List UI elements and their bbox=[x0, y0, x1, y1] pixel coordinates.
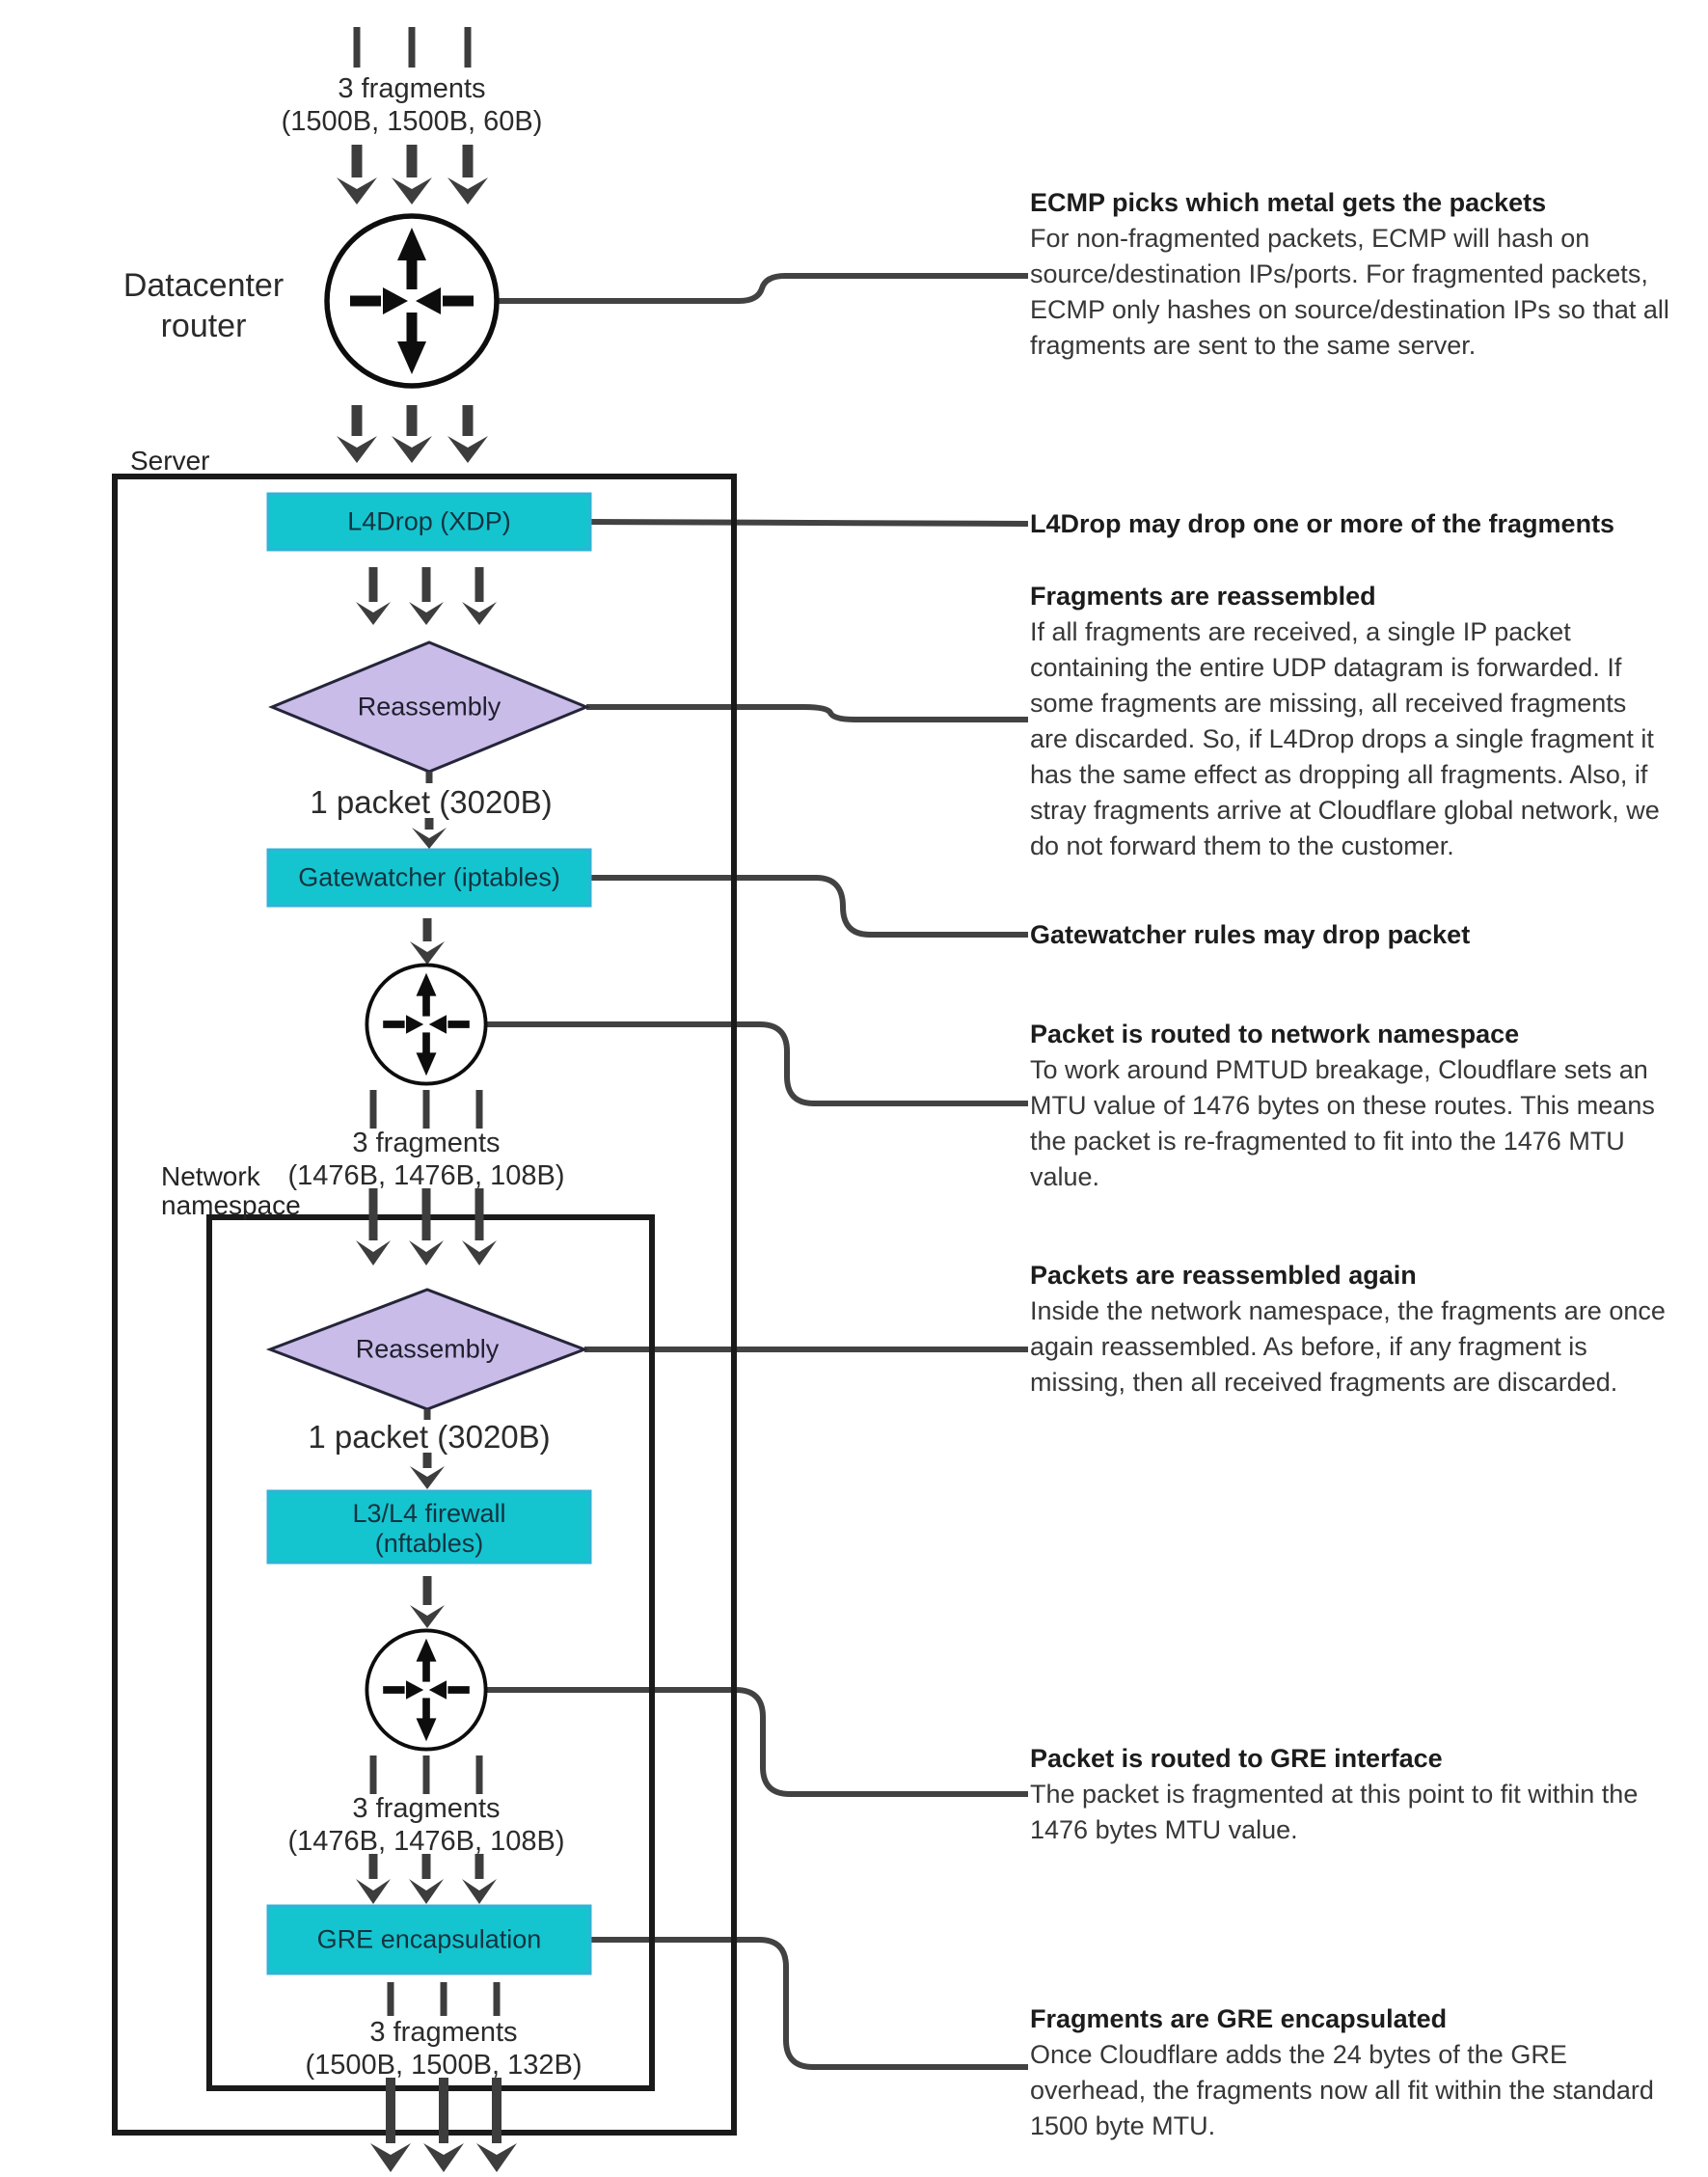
l4drop-label: L4Drop (XDP) bbox=[347, 506, 511, 536]
datacenter-router-icon bbox=[327, 216, 497, 386]
annotation-reassembled-again bbox=[1030, 1258, 1666, 1401]
annotation-body: For non-fragmented packets, ECMP will hash on source/destination IPs/ports. For fragmented packets, ECMP only hashes on source/destination IPs so that all fragments are sent to the same server. bbox=[1030, 224, 1669, 360]
ticks-top bbox=[357, 27, 468, 68]
connector-ecmp bbox=[497, 276, 1028, 301]
annotation-gre-encapsulated bbox=[1030, 2001, 1654, 2144]
arrow-packet2-to-firewall bbox=[410, 1453, 445, 1489]
fragments-label-mid: 3 fragments (1476B, 1476B, 108B) bbox=[287, 1128, 565, 1191]
annotation-reassembled bbox=[1030, 579, 1660, 864]
annotation-heading: Fragments are GRE encapsulated bbox=[1030, 2004, 1448, 2033]
arrows-into-router-1 bbox=[337, 145, 488, 204]
packet-label-2: 1 packet (3020B) bbox=[308, 1419, 551, 1455]
annotation-heading: Gatewatcher rules may drop packet bbox=[1030, 920, 1471, 949]
annotation-body: To work around PMTUD breakage, Cloudflare sets an MTU value of 1476 bytes on these routes. This means the packet is re-fragmented to fit into the 1476 MTU value. bbox=[1030, 1055, 1655, 1191]
ticks-after-router-2 bbox=[373, 1090, 479, 1129]
annotation-body: Inside the network namespace, the fragments are once again reassembled. As before, if any fragment is missing, then all received fragments are discarded. bbox=[1030, 1296, 1666, 1397]
annotation-heading: Packet is routed to GRE interface bbox=[1030, 1744, 1443, 1773]
fragments-label-top: 3 fragments (1500B, 1500B, 60B) bbox=[281, 73, 543, 137]
arrows-into-namespace bbox=[356, 1188, 497, 1265]
connector-gre-encap bbox=[590, 1940, 1028, 2067]
annotation-netns bbox=[1030, 1017, 1655, 1195]
annotation-heading: Packet is routed to network namespace bbox=[1030, 1020, 1520, 1048]
annotation-heading: ECMP picks which metal gets the packets bbox=[1030, 188, 1547, 217]
server-label: Server bbox=[130, 446, 210, 476]
annotation-heading: L4Drop may drop one or more of the fragments bbox=[1030, 509, 1615, 538]
packet-label-1: 1 packet (3020B) bbox=[310, 784, 553, 820]
connector-gre-route bbox=[484, 1690, 1028, 1794]
firewall-label: L3/L4 firewall (nftables) bbox=[352, 1499, 506, 1558]
annotation-body: If all fragments are received, a single IP packet containing the entire UDP datagram is forwarded. If some fragments are missing, all received fragments are discarded. So, if L4Drop drops a single fragment it has the same effect as dropping all fragments. Also, if stray fragments arrive at Cloudflare global network, we do not forward them to the customer. bbox=[1030, 617, 1660, 860]
arrows-l4drop-to-reassembly bbox=[356, 567, 497, 625]
arrows-into-gre bbox=[356, 1854, 497, 1904]
arrows-into-server bbox=[337, 405, 488, 463]
annotation-body: Once Cloudflare adds the 24 bytes of the GRE overhead, the fragments now all fit within the standard 1500 byte MTU. bbox=[1030, 2040, 1654, 2140]
connector-netns-route bbox=[484, 1024, 1028, 1103]
annotation-gatewatcher bbox=[1030, 917, 1470, 953]
reassembly-label-2: Reassembly bbox=[355, 1334, 500, 1364]
gatewatcher-label: Gatewatcher (iptables) bbox=[298, 862, 560, 892]
connector-l4drop bbox=[590, 522, 1028, 524]
connector-gatewatcher bbox=[590, 878, 1028, 935]
gre-label: GRE encapsulation bbox=[316, 1924, 542, 1954]
fragments-label-lower: 3 fragments (1476B, 1476B, 108B) bbox=[287, 1793, 565, 1857]
ticks-after-router-3 bbox=[373, 1755, 479, 1794]
annotation-heading: Fragments are reassembled bbox=[1030, 582, 1376, 611]
ticks-after-gre bbox=[391, 1982, 497, 2016]
annotation-body: The packet is fragmented at this point to fit within the 1476 bytes MTU value. bbox=[1030, 1780, 1639, 1844]
arrow-firewall-to-router3 bbox=[410, 1576, 445, 1628]
datacenter-router-label: Datacenter router bbox=[122, 267, 285, 344]
fragments-label-bottom: 3 fragments (1500B, 1500B, 132B) bbox=[305, 2017, 583, 2081]
reassembly-label-1: Reassembly bbox=[357, 692, 502, 721]
connector-reassembly-1 bbox=[586, 707, 1028, 720]
arrows-out-bottom bbox=[370, 2078, 517, 2172]
annotation-ecmp bbox=[1030, 185, 1669, 364]
annotation-heading: Packets are reassembled again bbox=[1030, 1261, 1417, 1290]
router-icon-2 bbox=[366, 965, 485, 1083]
router-icon-3 bbox=[366, 1630, 485, 1749]
arrow-gatewatcher-to-router2 bbox=[410, 918, 445, 965]
arrow-packet-to-gatewatcher bbox=[412, 818, 447, 849]
network-namespace-label: Network namespace bbox=[161, 1161, 301, 1220]
annotation-l4drop bbox=[1030, 506, 1614, 542]
annotation-gre-interface bbox=[1030, 1741, 1638, 1848]
